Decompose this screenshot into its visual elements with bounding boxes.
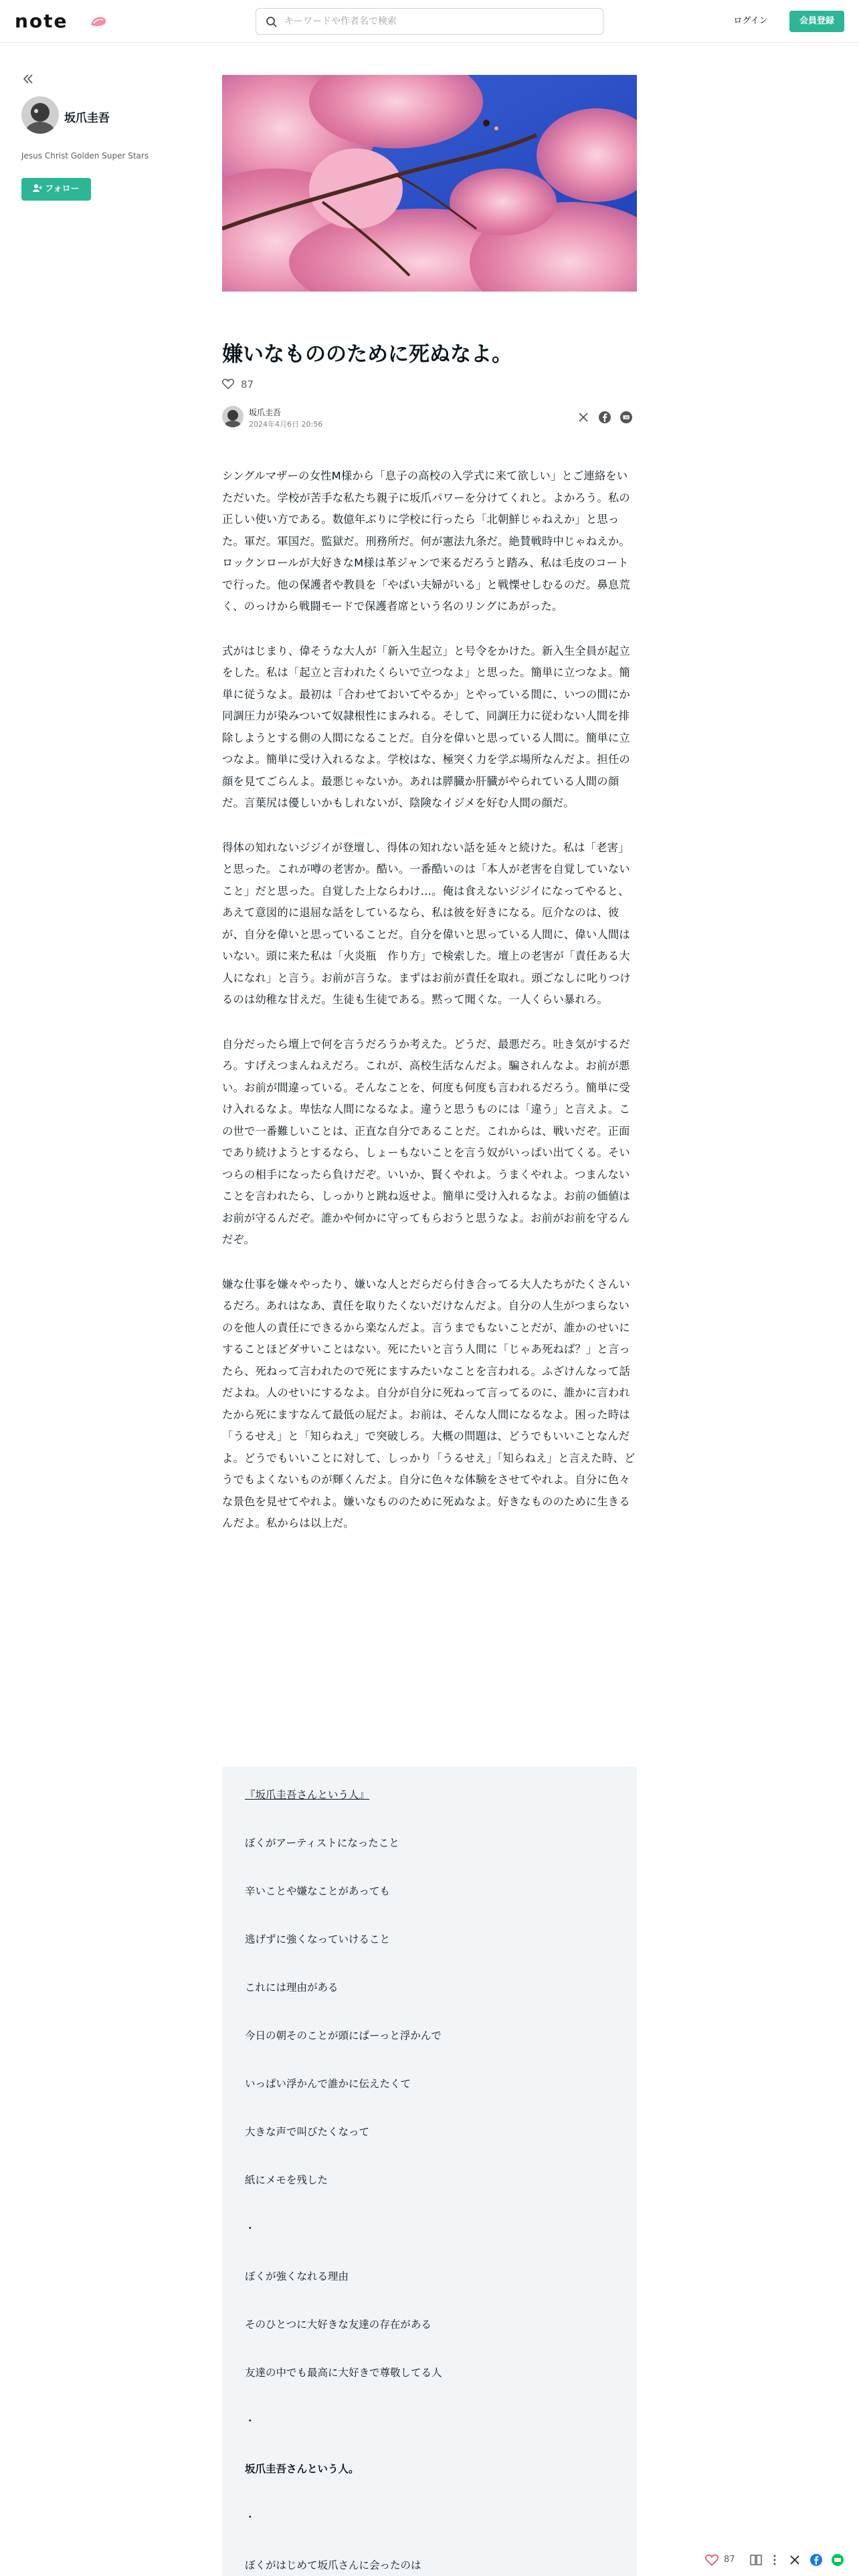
follow-button[interactable] [21, 178, 91, 201]
more-options-icon[interactable] [769, 2553, 780, 2567]
like-count: 87 [241, 379, 254, 391]
quote-line: 大きな声で叫びたくなって [245, 2126, 370, 2138]
paragraph: 嫌な仕事を嫌々やったり、嫌いな人とだらだら付き合ってる大人たちがたくさんいるだろ。あれはなあ、責任を取りたくないだけなんだよ。自分の人生がつまらないのを他人の責任にできるから楽なんだよ。言うまでもないことだが、誰かのせいにすることほどダサいことはない。死にたいと言う人間に「じゃあ死ねば？」と言ったら、死ねって言われたので死にますみたいなことを言われる。ふざけんなって話だよね。人のせいにするなよ。自分が自分に死ねって言ってるのに、誰かに言われたから死にますなんて最低の屁だよ。お前は、そんな人間になるなよ。困った時は「うるせえ」と「知らねえ」で突破しろ。大概の問題は、どうでもいいことなんだよ。どうでもいいことに対して、しっかり「うるせえ」「知らねえ」と言えた時、どうでもよくないものが輝くんだよ。自分に色々な体験をさせてやれよ。自分に色々な景色を見せてやれよ。嫌いなもののために死ぬなよ。好きなもののために生きるんだよ。私からは以上だ。 [222, 1277, 636, 1529]
heart-icon[interactable] [222, 379, 234, 389]
quote-separator: ・ [245, 2222, 256, 2234]
quote-block [222, 1767, 637, 2576]
site-header [0, 0, 859, 43]
login-button[interactable]: ログイン [733, 16, 768, 26]
x-share-icon[interactable] [788, 2553, 801, 2567]
share-icons [569, 411, 633, 424]
facebook-share-icon[interactable] [809, 2553, 823, 2567]
byline-avatar[interactable] [222, 406, 244, 427]
logo-mark-icon [90, 14, 107, 27]
paragraph: 式がはじまり、偉そうな大人が「新入生起立」と号令をかけた。新入生全員が起立をした。私は「起立と言われたくらいで立つなよ」と思った。簡単に立つなよ。簡単に従うなよ。最初は「合わせておいてやるか」とやっている間に、いつの間にか同調圧力が染みついて奴隷根性にまみれる。そして、同調圧力に従わない人間を排除しようとする側の人間になることだ。自分を偉いと思っている人間に。簡単に立つなよ。簡単に受け入れるなよ。学校はな、極突く力を学ぶ場所なんだよ。担任の顔を見てごらんよ。最悪じゃないか。あれは膵臓か肝臓がやられている人間の顔だ。言葉尻は優しいかもしれないが、陰険なイジメを好む人間の顔だ。 [222, 644, 630, 809]
floating-like-count: 87 [724, 2555, 735, 2565]
quote-line: ぼくが強くなれる理由 [245, 2270, 349, 2282]
search-input[interactable] [284, 9, 592, 34]
note-logo[interactable]: note [15, 10, 68, 32]
like-row[interactable] [222, 379, 254, 395]
author-avatar[interactable] [21, 96, 59, 134]
quote-line: 友達の中でも最高に大好きで尊敬してる人 [245, 2367, 442, 2379]
heart-icon[interactable] [705, 2553, 719, 2567]
author-name[interactable]: 坂爪圭吾 [64, 112, 110, 125]
facebook-share-icon[interactable] [598, 411, 611, 424]
quote-line: 辛いことや嫌なことがあっても [245, 1885, 390, 1897]
quote-line: ぼくがアーティストになったこと [245, 1837, 399, 1849]
x-share-icon[interactable] [577, 411, 590, 424]
quote-separator: ・ [245, 2511, 256, 2523]
svg-text:LINE: LINE [622, 417, 630, 420]
publish-date: 2024年4月6日 20:56 [249, 420, 323, 429]
paragraph: シングルマザーの女性M様から「息子の高校の入学式に来て欲しい」とご連絡をいただいた。学校が苦手な私たち親子に坂爪パワーを分けてくれと。よかろう。私の正しい使い方である。数億年ぶりに学校に行ったら「北朝鮮じゃねえか」と思った。軍だ。軍国だ。監獄だ。刑務所だ。何が憲法九条だ。絶賛戦時中じゃねえか。ロックンロールが大好きなM様は革ジャンで来るだろうと踏み、私は毛皮のコートで行った。他の保護者や教員を「やばい夫婦がいる」と戦慄せしむるのだ。鼻息荒く、のっけから戦闘モードで保護者席という名のリングにあがった。 [222, 469, 630, 613]
paragraph: 自分だったら壇上で何を言うだろうか考えた。どうだ、最悪だろ。吐き気がするだろ。すげえつまんねえだろ。これが、高校生活なんだよ。騙されんなよ。お前が悪い。お前が間違っている。そんなことを、何度も何度も言われるだろう。簡単に受け入れるなよ。卑怯な人間になるなよ。違うと思うものには「違う」と言えよ。この世で一番難しいことは、正直な自分であることだ。これからは、戦いだぞ。正面であり続けようとするなら、しょーもないことを言う奴がいっぱい出てくる。そいつらの相手になったら負けだぞ。いいか、賢くやれよ。うまくやれよ。つまんないことを言われたら、しっかりと跳ね返せよ。簡単に受け入れるなよ。お前の価値はお前が守るんだぞ。誰かや何かに守ってもらおうと思うなよ。お前がお前を守るんだぞ。 [222, 1037, 630, 1246]
signup-button[interactable]: 会員登録 [789, 11, 844, 32]
quote-line: ぼくがはじめて坂爪さんに会ったのは [245, 2559, 421, 2571]
article-title: 嫌いなもののために死ぬなよ。 [222, 342, 512, 366]
paragraph: 得体の知れないジジイが登壇し、得体の知れない話を延々と続けた。私は「老害」と思った。これが噂の老害か。酷い。一番酷いのは「本人が老害を自覚していないこと」だと思った。自覚した上ならわけ…。俺は食えないジジイになってやると、あえて意図的に退屈な話をしているなら、私は彼を好きになる。厄介なのは、彼が、自分を偉いと思っていることだ。自分を偉いと思っている人間に、偉い人間はいない。頭に来た私は「火炎瓶 作り方」で検索した。壇上の老害が「責任ある大人になれ」と言う。お前が言うな。まずはお前が責任を取れ。頭ごなしに叱りつけるのは幼稚な甘えだ。生徒も生徒である。黙って聞くな。一人くらい暴れろ。 [222, 841, 631, 1006]
quote-link[interactable]: 『坂爪圭吾さんという人』 [245, 1789, 370, 1801]
quote-line: 紙にメモを残した [245, 2174, 328, 2186]
floating-action-bar [700, 2549, 854, 2571]
quote-line: 今日の朝そのことが頭にぱーっと浮かんで [245, 2030, 442, 2042]
byline-author[interactable]: 坂爪圭吾 [249, 408, 282, 417]
author-bio: Jesus Christ Golden Super Stars [21, 151, 149, 160]
follow-label: フォロー [45, 184, 80, 194]
quote-line: 逃げずに強くなっていけること [245, 1933, 391, 1945]
quote-line: いっぱい浮かんで誰かに伝えたくて [245, 2078, 411, 2090]
quote-line: そのひとつに大好きな友達の存在がある [245, 2319, 432, 2331]
collapse-sidebar-icon[interactable] [21, 72, 35, 86]
article-body [222, 465, 637, 1558]
line-share-icon[interactable] [831, 2553, 844, 2567]
magazine-icon[interactable] [749, 2553, 763, 2567]
quote-line: これには理由がある [245, 1981, 339, 1994]
line-share-icon[interactable] [619, 411, 633, 424]
person-plus-icon [33, 184, 42, 192]
hero-image [222, 75, 637, 292]
search-box[interactable] [256, 8, 603, 35]
quote-separator: ・ [245, 2415, 256, 2427]
search-icon [266, 16, 278, 28]
quote-heading: 坂爪圭吾さんという人。 [245, 2463, 359, 2475]
